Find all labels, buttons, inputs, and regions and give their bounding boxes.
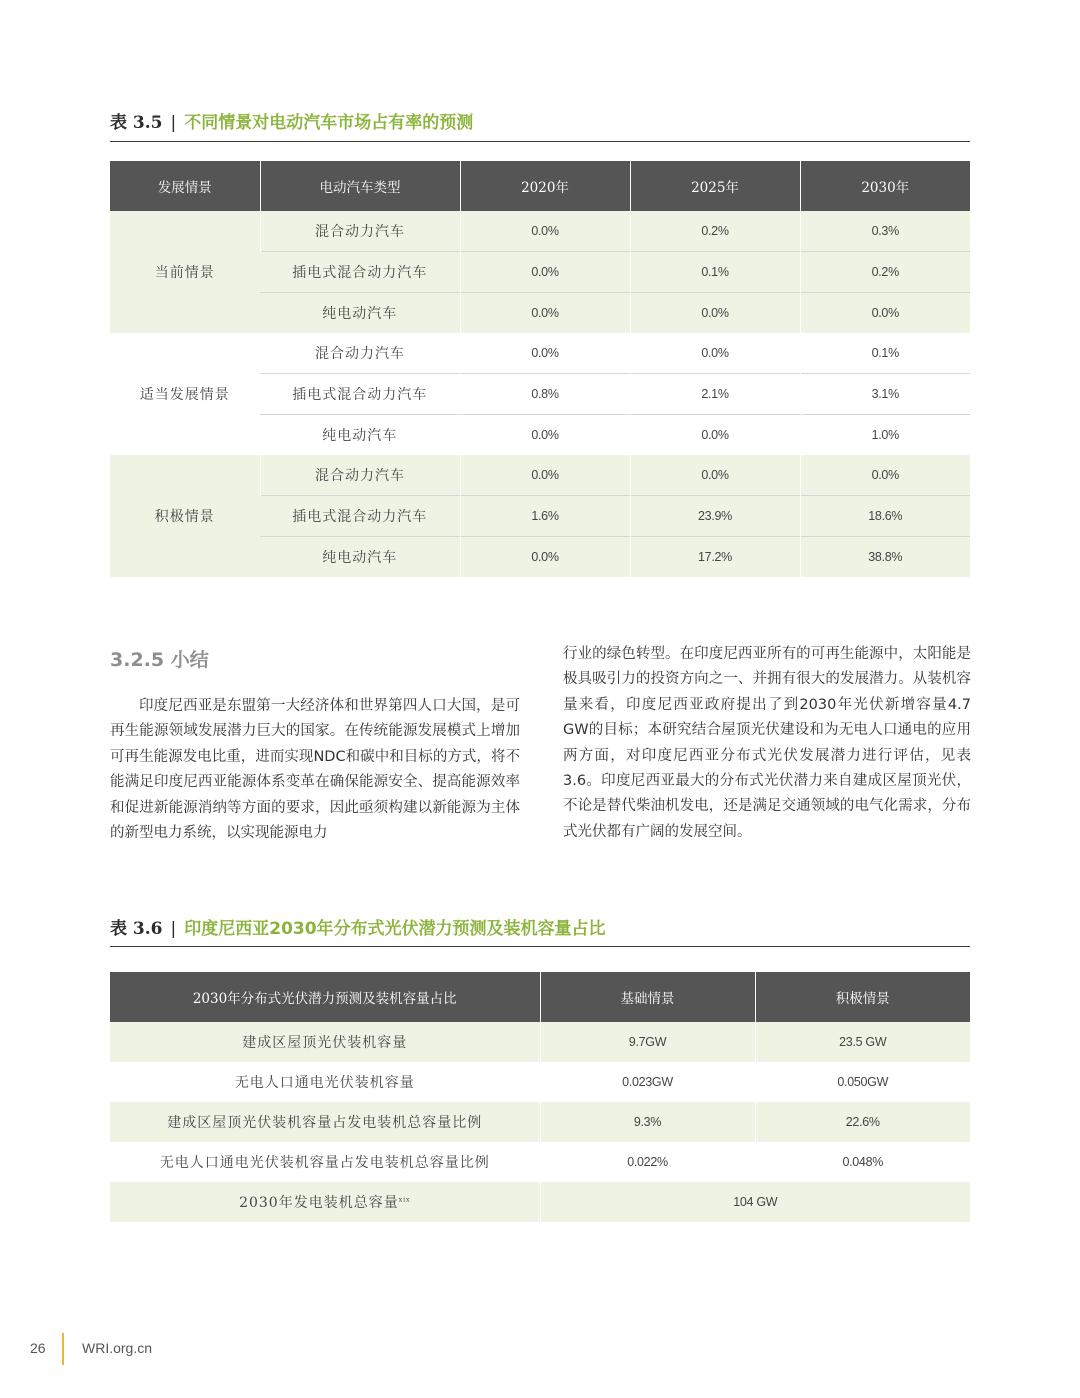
table-row	[110, 1022, 970, 1062]
header-2020: 2020年	[460, 161, 630, 211]
value-2030: 18.6%	[800, 496, 970, 537]
summary-paragraph-right: 行业的绿色转型。在印度尼西亚所有的可再生能源中，太阳能是极具吸引力的投资方向之一、并拥有很大的发展潜力。从装机容量来看，印度尼西亚政府提出了到2030年光伏新增容量4.7 GW的目标；本研究结合屋顶光伏建设和为无电人口通电的应用两方面，对印度尼西亚分布式光伏发展潜力进行评估，见表3.6。印度尼西亚最大的分布式光伏潜力来自建成区屋顶光伏，不论是替代柴油机发电，还是满足交通领域的电气化需求，分布式光伏都有广阔的发展空间。	[563, 646, 971, 840]
scenario-cell: 当前情景	[110, 211, 260, 333]
ev-type-cell: 纯电动汽车	[260, 537, 460, 578]
scenario-cell: 积极情景	[110, 455, 260, 577]
caption-separator: |	[170, 113, 177, 133]
footer-divider	[62, 1333, 64, 1365]
header-2030: 2030年	[800, 161, 970, 211]
indicator-cell: 无电人口通电光伏装机容量	[234, 1075, 415, 1091]
page-number: 26	[30, 1340, 46, 1356]
header-2025: 2025年	[630, 161, 800, 211]
table-row	[110, 1142, 970, 1182]
table-header-row	[110, 161, 970, 211]
caption-rule	[110, 141, 970, 142]
header-base-scenario: 基础情景	[540, 972, 755, 1022]
summary-paragraph-left: 印度尼西亚是东盟第一大经济体和世界第四人口大国，是可再生能源领域发展潜力巨大的国家。在传统能源发展模式上增加可再生能源发电比重，进而实现NDC和碳中和目标的方式，将不能满足印度尼西亚能源体系变革在确保能源安全、提高能源效率和促进新能源消纳等方面的要求，因此亟须构建以新能源为主体的新型电力系统，以实现能源电力	[110, 698, 520, 842]
total-label: 2030年发电装机总容量	[239, 1195, 399, 1211]
table-row	[110, 333, 970, 374]
table-header-row	[110, 972, 970, 1022]
active-value: 22.6%	[755, 1102, 970, 1142]
table-row	[110, 211, 970, 252]
active-value: 23.5 GW	[755, 1022, 970, 1062]
value-2020: 0.0%	[460, 333, 630, 374]
value-2025: 0.2%	[630, 211, 800, 252]
scenario-cell: 适当发展情景	[110, 333, 260, 455]
table-row	[110, 455, 970, 496]
table-total-row	[110, 1182, 970, 1222]
value-2020: 0.8%	[460, 374, 630, 415]
header-ev-type: 电动汽车类型	[260, 161, 460, 211]
value-2030: 3.1%	[800, 374, 970, 415]
endnote-marker: xix	[398, 1196, 411, 1204]
table-title: 不同情景对电动汽车市场占有率的预测	[184, 113, 474, 133]
value-2025: 0.0%	[630, 293, 800, 334]
value-2030: 0.3%	[800, 211, 970, 252]
value-2025: 0.0%	[630, 333, 800, 374]
caption-separator: |	[170, 919, 177, 939]
indicator-cell: 建成区屋顶光伏装机容量	[242, 1035, 408, 1051]
value-2030: 0.2%	[800, 252, 970, 293]
base-value: 9.7GW	[540, 1022, 755, 1062]
footer-website: WRI.org.cn	[82, 1340, 153, 1356]
header-active-scenario: 积极情景	[755, 972, 970, 1022]
ev-type-cell: 插电式混合动力汽车	[260, 496, 460, 537]
value-2030: 1.0%	[800, 415, 970, 456]
value-2020: 0.0%	[460, 415, 630, 456]
table-row	[110, 1062, 970, 1102]
value-2025: 0.0%	[630, 455, 800, 496]
table-title: 印度尼西亚2030年分布式光伏潜力预测及装机容量占比	[184, 919, 606, 939]
total-label-cell	[110, 1182, 540, 1222]
base-value: 0.023GW	[540, 1062, 755, 1102]
table-row	[110, 1102, 970, 1142]
value-2025: 0.1%	[630, 252, 800, 293]
table-label: 表 3.5	[110, 113, 163, 133]
ev-type-cell: 混合动力汽车	[260, 333, 460, 374]
ev-type-cell: 插电式混合动力汽车	[260, 374, 460, 415]
base-value: 9.3%	[540, 1102, 755, 1142]
value-2025: 17.2%	[630, 537, 800, 578]
ev-type-cell: 纯电动汽车	[260, 293, 460, 334]
caption-rule	[110, 946, 970, 947]
value-2030: 0.1%	[800, 333, 970, 374]
table-label: 表 3.6	[110, 919, 163, 939]
value-2030: 38.8%	[800, 537, 970, 578]
table-3-5	[110, 161, 970, 577]
active-value: 0.048%	[755, 1142, 970, 1182]
value-2030: 0.0%	[800, 455, 970, 496]
header-indicator: 2030年分布式光伏潜力预测及装机容量占比	[110, 972, 540, 1022]
ev-type-cell: 插电式混合动力汽车	[260, 252, 460, 293]
value-2020: 0.0%	[460, 293, 630, 334]
table-3-6	[110, 972, 970, 1222]
section-heading: 3.2.5 小结	[110, 649, 209, 671]
value-2025: 23.9%	[630, 496, 800, 537]
value-2020: 1.6%	[460, 496, 630, 537]
value-2020: 0.0%	[460, 537, 630, 578]
active-value: 0.050GW	[755, 1062, 970, 1102]
value-2020: 0.0%	[460, 211, 630, 252]
base-value: 0.022%	[540, 1142, 755, 1182]
value-2030: 0.0%	[800, 293, 970, 334]
indicator-cell: 无电人口通电光伏装机容量占发电装机总容量比例	[159, 1155, 490, 1171]
header-scenario: 发展情景	[110, 161, 260, 211]
ev-type-cell: 混合动力汽车	[260, 211, 460, 252]
table-3-5-caption	[110, 108, 970, 138]
value-2020: 0.0%	[460, 252, 630, 293]
ev-type-cell: 纯电动汽车	[260, 415, 460, 456]
value-2020: 0.0%	[460, 455, 630, 496]
indicator-cell: 建成区屋顶光伏装机容量占发电装机总容量比例	[167, 1115, 483, 1131]
value-2025: 0.0%	[630, 415, 800, 456]
total-value: 104 GW	[540, 1182, 970, 1222]
ev-type-cell: 混合动力汽车	[260, 455, 460, 496]
value-2025: 2.1%	[630, 374, 800, 415]
table-3-6-caption	[110, 914, 970, 944]
